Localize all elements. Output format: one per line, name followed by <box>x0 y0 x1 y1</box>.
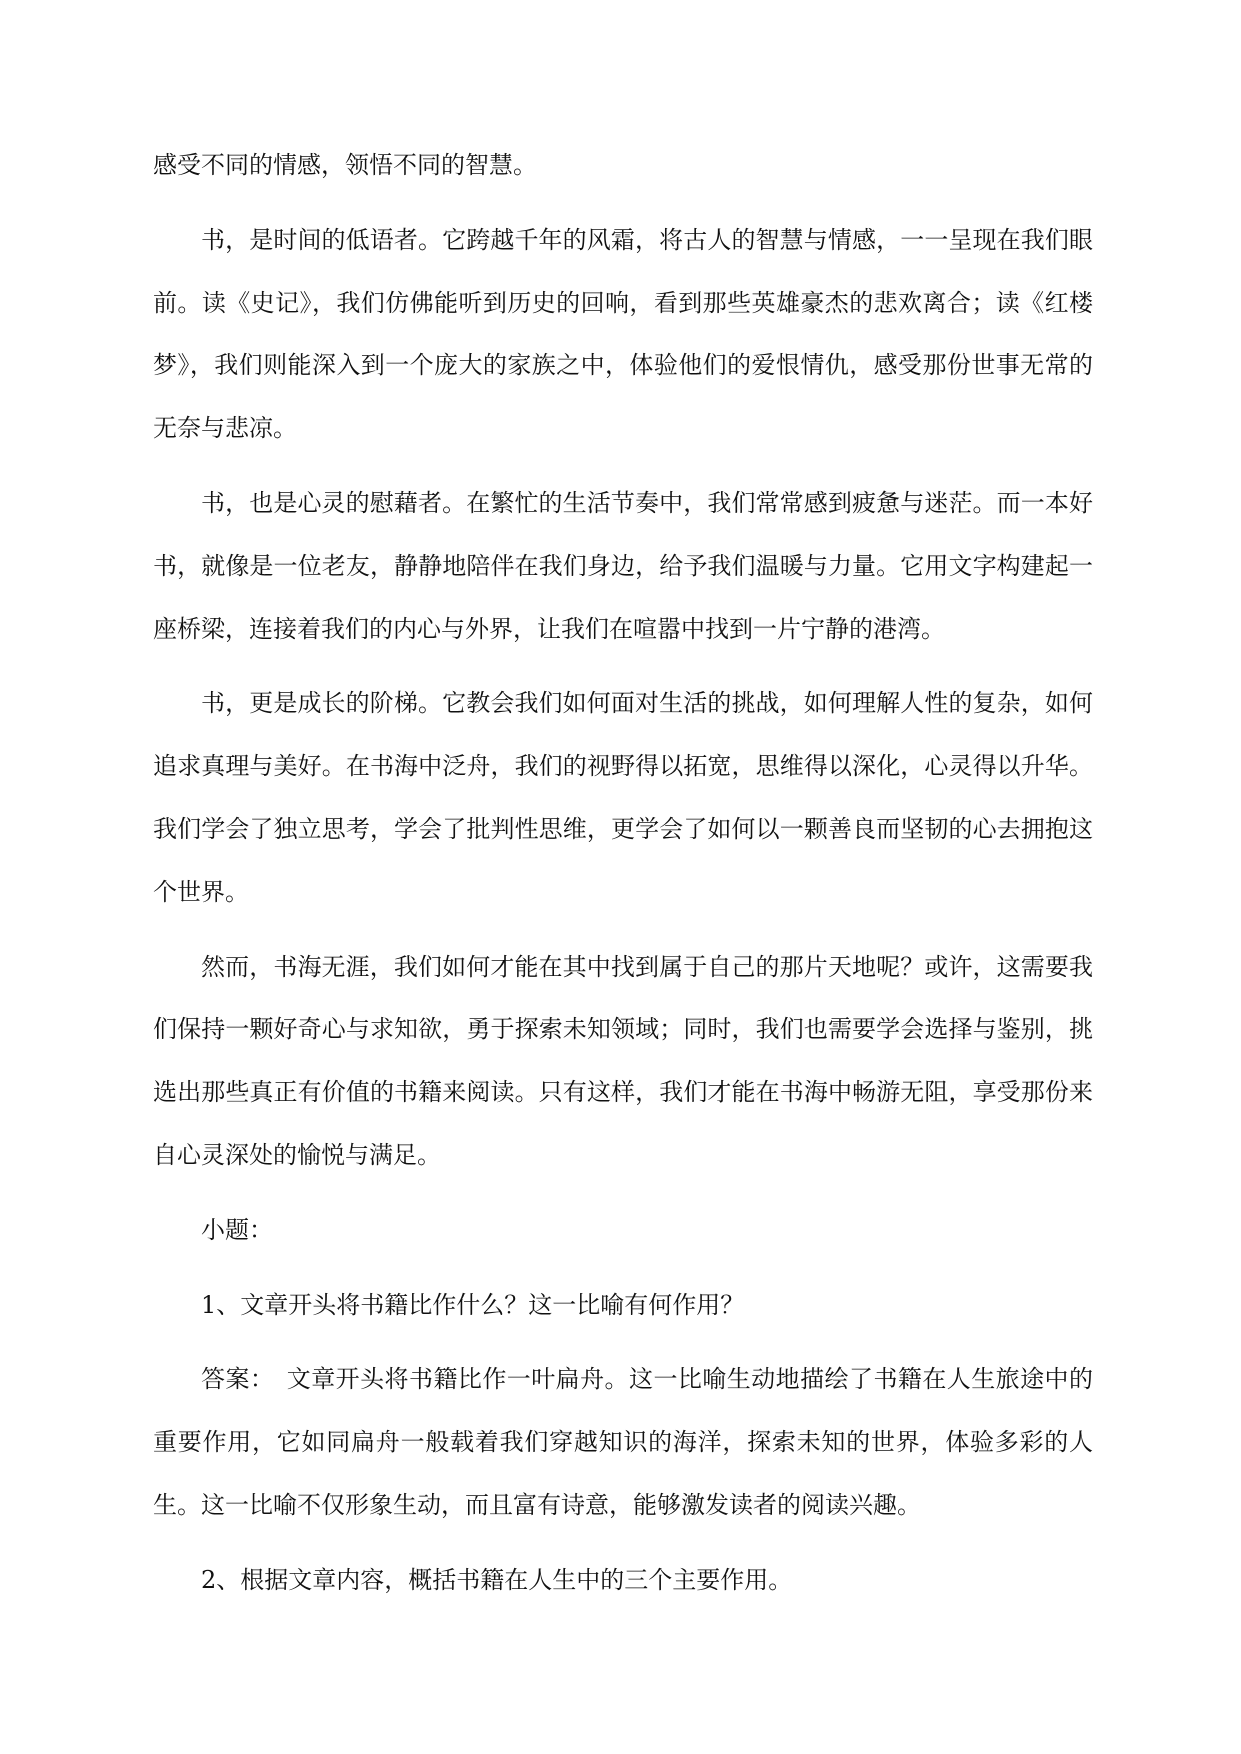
question-1: 1、文章开头将书籍比作什么？这一比喻有何作用？ <box>201 1290 745 1319</box>
paragraph-soul-comforter: 书，也是心灵的慰藉者。在繁忙的生活节奏中，我们常常感到疲惫与迷茫。而一本好书，就像是一位老友，静静地陪伴在我们身边，给予我们温暖与力量。它用文字构建起一座桥梁，连接着我们的内心与外界，让我们在喧嚣中找到一片宁静的港湾。 <box>153 488 1093 643</box>
question-2: 2、根据文章内容，概括书籍在人生中的三个主要作用。 <box>201 1565 793 1594</box>
document-body <box>153 134 1093 1624</box>
paragraph-conclusion: 然而，书海无涯，我们如何才能在其中找到属于自己的那片天地呢？或许，这需要我们保持一颗好奇心与求知欲，勇于探索未知领域；同时，我们也需要学会选择与鉴别，挑选出那些真正有价值的书籍来阅读。只有这样，我们才能在书海中畅游无阻，享受那份来自心灵深处的愉悦与满足。 <box>153 952 1093 1169</box>
answer-1: 答案： 文章开头将书籍比作一叶扁舟。这一比喻生动地描绘了书籍在人生旅途中的重要作用，它如同扁舟一般载着我们穿越知识的海洋，探索未知的世界，体验多彩的人生。这一比喻不仅形象生动，而且富有诗意，能够激发读者的阅读兴趣。 <box>153 1365 1093 1519</box>
paragraph-time-whisperer: 书，是时间的低语者。它跨越千年的风霜，将古人的智慧与情感，一一呈现在我们眼前。读《史记》，我们仿佛能听到历史的回响，看到那些英雄豪杰的悲欢离合；读《红楼梦》，我们则能深入到一个庞大的家族之中，体验他们的爱恨情仇，感受那份世事无常的无奈与悲凉。 <box>153 225 1093 443</box>
questions-heading: 小题： <box>201 1215 273 1244</box>
paragraph-growth-ladder: 书，更是成长的阶梯。它教会我们如何面对生活的挑战，如何理解人性的复杂，如何追求真理与美好。在书海中泛舟，我们的视野得以拓宽，思维得以深化，心灵得以升华。我们学会了独立思考，学会了批判性思维，更学会了如何以一颗善良而坚韧的心去拥抱这个世界。 <box>153 689 1093 906</box>
paragraph-continuation: 感受不同的情感，领悟不同的智慧。 <box>153 151 537 179</box>
